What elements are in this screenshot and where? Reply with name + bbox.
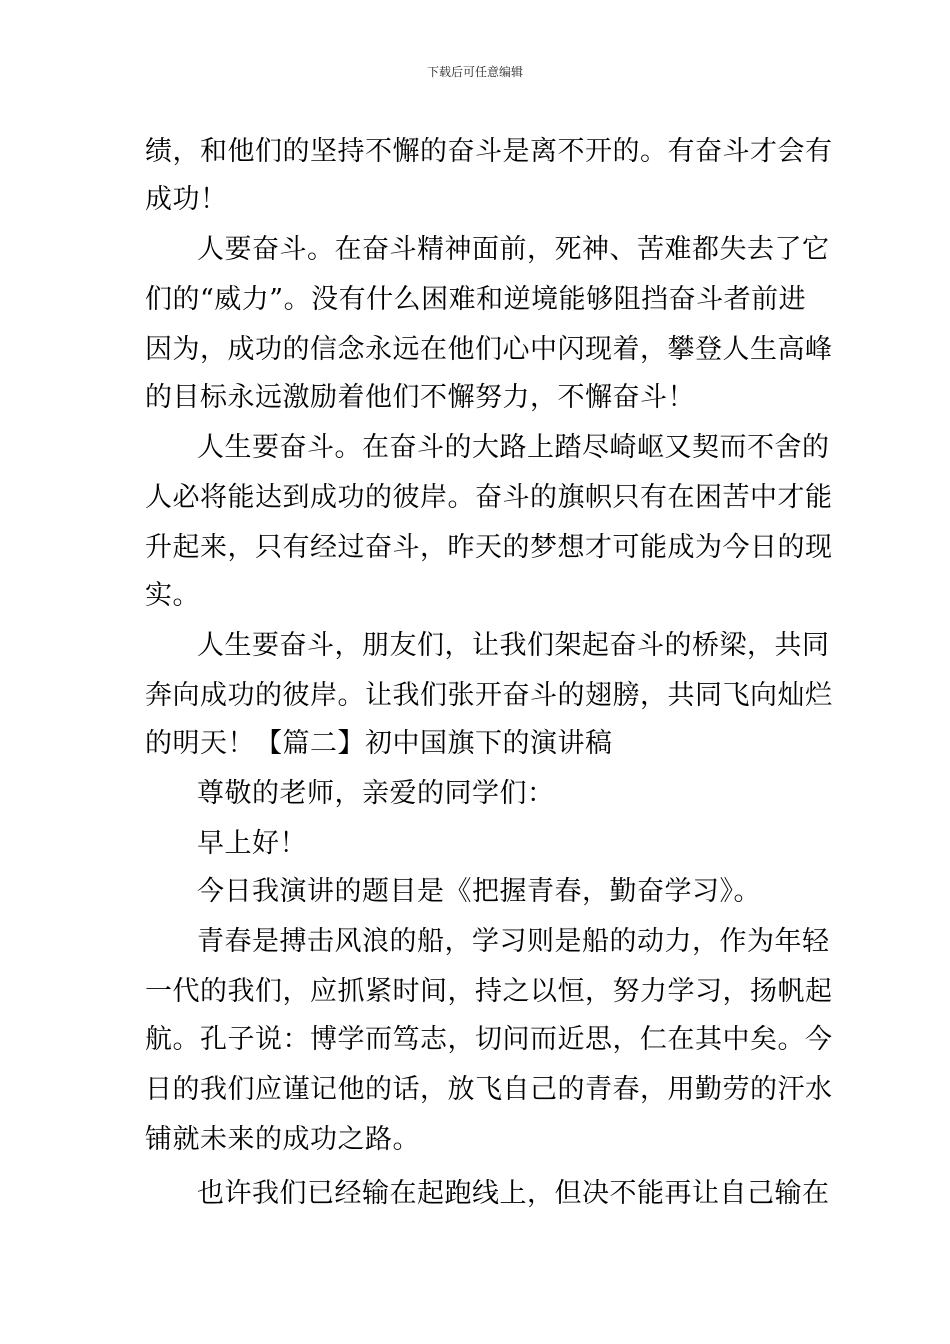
- text-line: 航。孔子说：博学而笃志，切问而近思，仁在其中矣。今: [145, 1024, 833, 1055]
- text-line: 今日我演讲的题目是《把握青春，勤奋学习》。: [197, 876, 761, 907]
- text-line: 一代的我们，应抓紧时间，持之以恒，努力学习，扬帆起: [145, 976, 833, 1007]
- text-line: 人生要奋斗，朋友们，让我们架起奋斗的桥梁，共同: [197, 630, 830, 661]
- text-line: 绩，和他们的坚持不懈的奋斗是离不开的。有奋斗才会有: [145, 136, 833, 167]
- text-line: 升起来，只有经过奋斗，昨天的梦想才可能成为今日的现: [145, 532, 833, 563]
- text-line: 们的“威力”。没有什么困难和逆境能够阻挡奋斗者前进: [145, 284, 807, 315]
- text-line: 铺就未来的成功之路。: [145, 1124, 420, 1155]
- text-line: 青春是搏击风浪的船，学习则是船的动力，作为年轻: [197, 926, 830, 957]
- text-line: 因为，成功的信念永远在他们心中闪现着，攀登人生高峰: [145, 334, 833, 365]
- text-line: 也许我们已经输在起跑线上，但决不能再让自己输在: [197, 1178, 830, 1209]
- text-line: 的目标永远激励着他们不懈努力，不懈奋斗！: [145, 382, 695, 413]
- text-line: 的明天！【篇二】初中国旗下的演讲稿: [145, 728, 613, 759]
- text-line: 实。: [145, 580, 200, 611]
- text-line: 尊敬的老师，亲爱的同学们：: [197, 778, 555, 809]
- text-line: 人生要奋斗。在奋斗的大路上踏尽崎岖又契而不舍的: [197, 432, 830, 463]
- text-line: 人必将能达到成功的彼岸。奋斗的旗帜只有在困苦中才能: [145, 482, 833, 513]
- text-line: 人要奋斗。在奋斗精神面前，死神、苦难都失去了它: [197, 234, 830, 265]
- text-line: 成功！: [145, 184, 228, 215]
- text-line: 奔向成功的彼岸。让我们张开奋斗的翅膀，共同飞向灿烂: [145, 680, 833, 711]
- page-header: 下载后可任意编辑: [426, 65, 523, 79]
- text-line: 早上好！: [197, 828, 307, 859]
- text-line: 日的我们应谨记他的话，放飞自己的青春，用勤劳的汗水: [145, 1074, 833, 1105]
